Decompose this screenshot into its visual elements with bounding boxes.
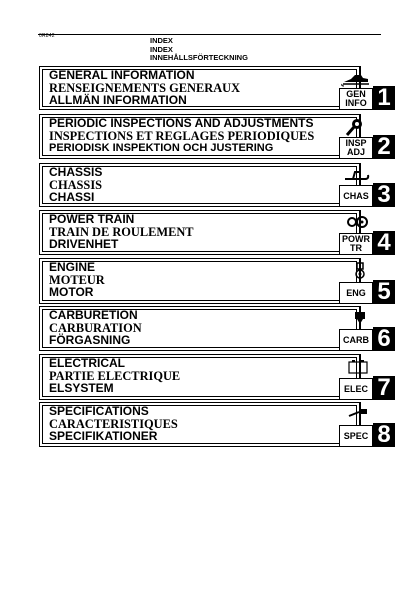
section-abbreviation: GEN INFO (339, 88, 373, 110)
document-code: 0R842 (39, 33, 55, 39)
entry-title-english: ELECTRICAL (49, 356, 125, 370)
entry-title-english: GENERAL INFORMATION (49, 68, 195, 82)
section-number: 8 (373, 423, 395, 447)
title-french: INDEX (150, 44, 173, 54)
entry-title-swedish: FÖRGASNING (49, 333, 131, 348)
hammer-icon (341, 406, 371, 424)
entry-title-english: POWER TRAIN (49, 212, 135, 226)
index-entry-power-train[interactable] (39, 210, 391, 256)
entry-title-swedish: ELSYSTEM (49, 381, 114, 396)
section-number: 7 (373, 376, 395, 400)
index-title (150, 37, 248, 63)
entry-title-french: CHASSIS (49, 177, 103, 192)
entry-title-swedish: DRIVENHET (49, 237, 119, 252)
index-entry-carburetion[interactable] (39, 306, 391, 352)
entry-title-french: MOTEUR (49, 272, 105, 287)
entry-title-french: CARBURATION (49, 320, 142, 335)
section-tab[interactable] (345, 114, 391, 160)
section-number: 2 (373, 135, 395, 159)
battery-icon (341, 358, 371, 376)
entry-title-french: CARACTERISTIQUES (49, 416, 178, 431)
entry-title-swedish: CHASSI (49, 190, 95, 205)
entry-title-english: CARBURETION (49, 308, 138, 322)
entry-title-french: INSPECTIONS ET REGLAGES PERIODIQUES (49, 128, 315, 143)
section-abbreviation: CHAS (339, 185, 373, 207)
entry-title-english: CHASSIS (49, 165, 103, 179)
index-entry-general-information[interactable] (39, 66, 391, 111)
section-abbreviation: POWR TR (339, 233, 373, 255)
index-entry-electrical[interactable] (39, 354, 391, 401)
index-entry-engine[interactable] (39, 258, 391, 305)
section-number: 1 (373, 86, 395, 110)
ski-icon (341, 167, 371, 185)
carburetor-icon (341, 310, 371, 328)
section-tab[interactable] (343, 306, 391, 352)
entry-title-swedish: ALLMÄN INFORMATION (49, 93, 187, 108)
section-number: 4 (373, 231, 395, 255)
section-tab[interactable] (342, 210, 391, 256)
section-abbreviation: SPEC (339, 425, 373, 447)
title-swedish: INNEHÅLLSFÖRTECKNING (150, 53, 248, 63)
index-entry-periodic-inspections[interactable] (39, 114, 391, 160)
pulley-icon (341, 214, 371, 232)
section-abbreviation: ENG (339, 282, 373, 304)
section-abbreviation: ELEC (339, 378, 373, 400)
section-tab[interactable] (343, 354, 391, 401)
entry-title-swedish: PERIODISK INSPEKTION OCH JUSTERING (49, 142, 274, 155)
section-abbreviation: CARB (339, 329, 373, 351)
wrench-icon (341, 118, 371, 136)
entry-title-french: TRAIN DE ROULEMENT (49, 224, 194, 239)
section-number: 3 (373, 183, 395, 207)
snowmobile-icon (341, 70, 371, 88)
entry-title-french: PARTIE ELECTRIQUE (49, 368, 181, 383)
section-tab[interactable] (343, 402, 391, 448)
index-entry-chassis[interactable] (39, 163, 391, 208)
section-number: 6 (373, 327, 395, 351)
section-tab[interactable] (346, 258, 391, 305)
section-abbreviation: INSP ADJ (339, 137, 373, 159)
header-rule (38, 34, 381, 35)
section-tab[interactable] (345, 66, 391, 111)
index-entry-specifications[interactable] (39, 402, 391, 448)
section-number: 5 (373, 280, 395, 304)
entry-title-english: ENGINE (49, 260, 96, 274)
title-english: INDEX (150, 36, 173, 45)
entry-title-swedish: SPECIFIKATIONER (49, 429, 158, 444)
section-tab[interactable] (343, 163, 391, 208)
entry-title-swedish: MOTOR (49, 285, 94, 300)
entry-title-english: SPECIFICATIONS (49, 404, 149, 418)
entry-title-french: RENSEIGNEMENTS GENERAUX (49, 80, 241, 95)
piston-icon (341, 262, 371, 280)
entry-title-english: PERIODIC INSPECTIONS AND ADJUSTMENTS (49, 116, 314, 130)
